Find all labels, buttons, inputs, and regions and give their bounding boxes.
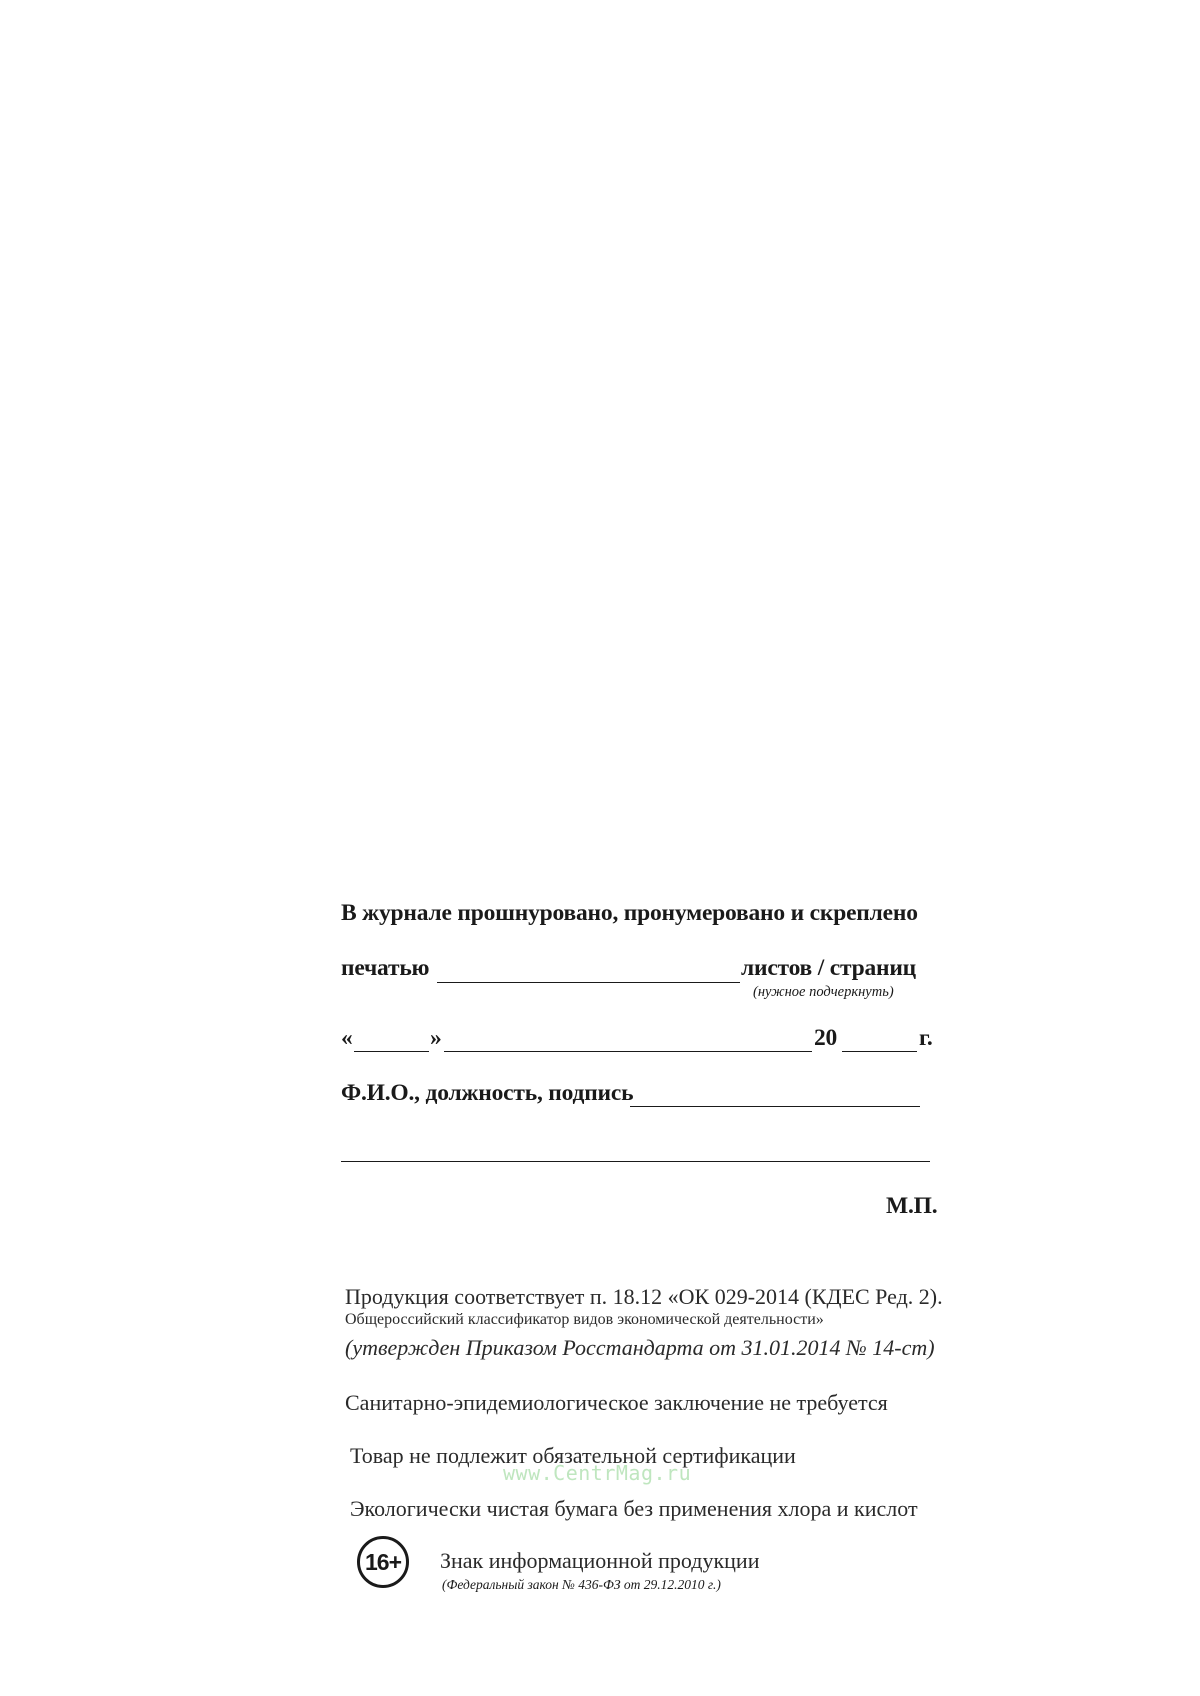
underline-hint: (нужное подчеркнуть) — [753, 984, 894, 1000]
year-suffix: г. — [919, 1025, 933, 1051]
signature-label: Ф.И.О., должность, подпись — [341, 1080, 634, 1106]
extra-signature-line[interactable] — [341, 1161, 930, 1162]
age-rating-text: 16+ — [364, 1548, 401, 1575]
ecology-note: Экологически чистая бумага без применения хлора и кислот — [350, 1496, 918, 1521]
seal-label: печатью — [341, 955, 430, 981]
quote-close: » — [430, 1025, 442, 1051]
year-prefix: 20 — [814, 1025, 838, 1051]
age-mark-law: (Федеральный закон № 436-ФЗ от 29.12.2010 г.) — [442, 1577, 721, 1592]
year-field[interactable] — [842, 1051, 917, 1052]
certification-note: Товар не подлежит обязательной сертификации — [350, 1443, 796, 1468]
sheets-count-field[interactable] — [437, 982, 740, 983]
sanitary-note: Санитарно-эпидемиологическое заключение не требуется — [345, 1390, 888, 1415]
age-rating-icon — [357, 1536, 409, 1588]
binding-statement: В журнале прошнуровано, пронумеровано и скреплено — [341, 900, 918, 926]
sheets-pages-label: листов / страниц — [741, 955, 917, 981]
compliance-line: Продукция соответствует п. 18.12 «ОК 029-2014 (КДЕС Ред. 2). — [345, 1284, 943, 1309]
age-mark-label: Знак информационной продукции — [440, 1548, 760, 1573]
stamp-place-label: М.П. — [886, 1193, 938, 1219]
approval-line: (утвержден Приказом Росстандарта от 31.01.2014 № 14-ст) — [345, 1335, 935, 1360]
day-field[interactable] — [354, 1051, 429, 1052]
month-field[interactable] — [444, 1051, 812, 1052]
quote-open: « — [341, 1025, 353, 1051]
classifier-line: Общероссийский классификатор видов экономической деятельности» — [345, 1311, 824, 1328]
signature-field[interactable] — [630, 1106, 920, 1107]
watermark: www.CentrMag.ru — [503, 1461, 692, 1485]
